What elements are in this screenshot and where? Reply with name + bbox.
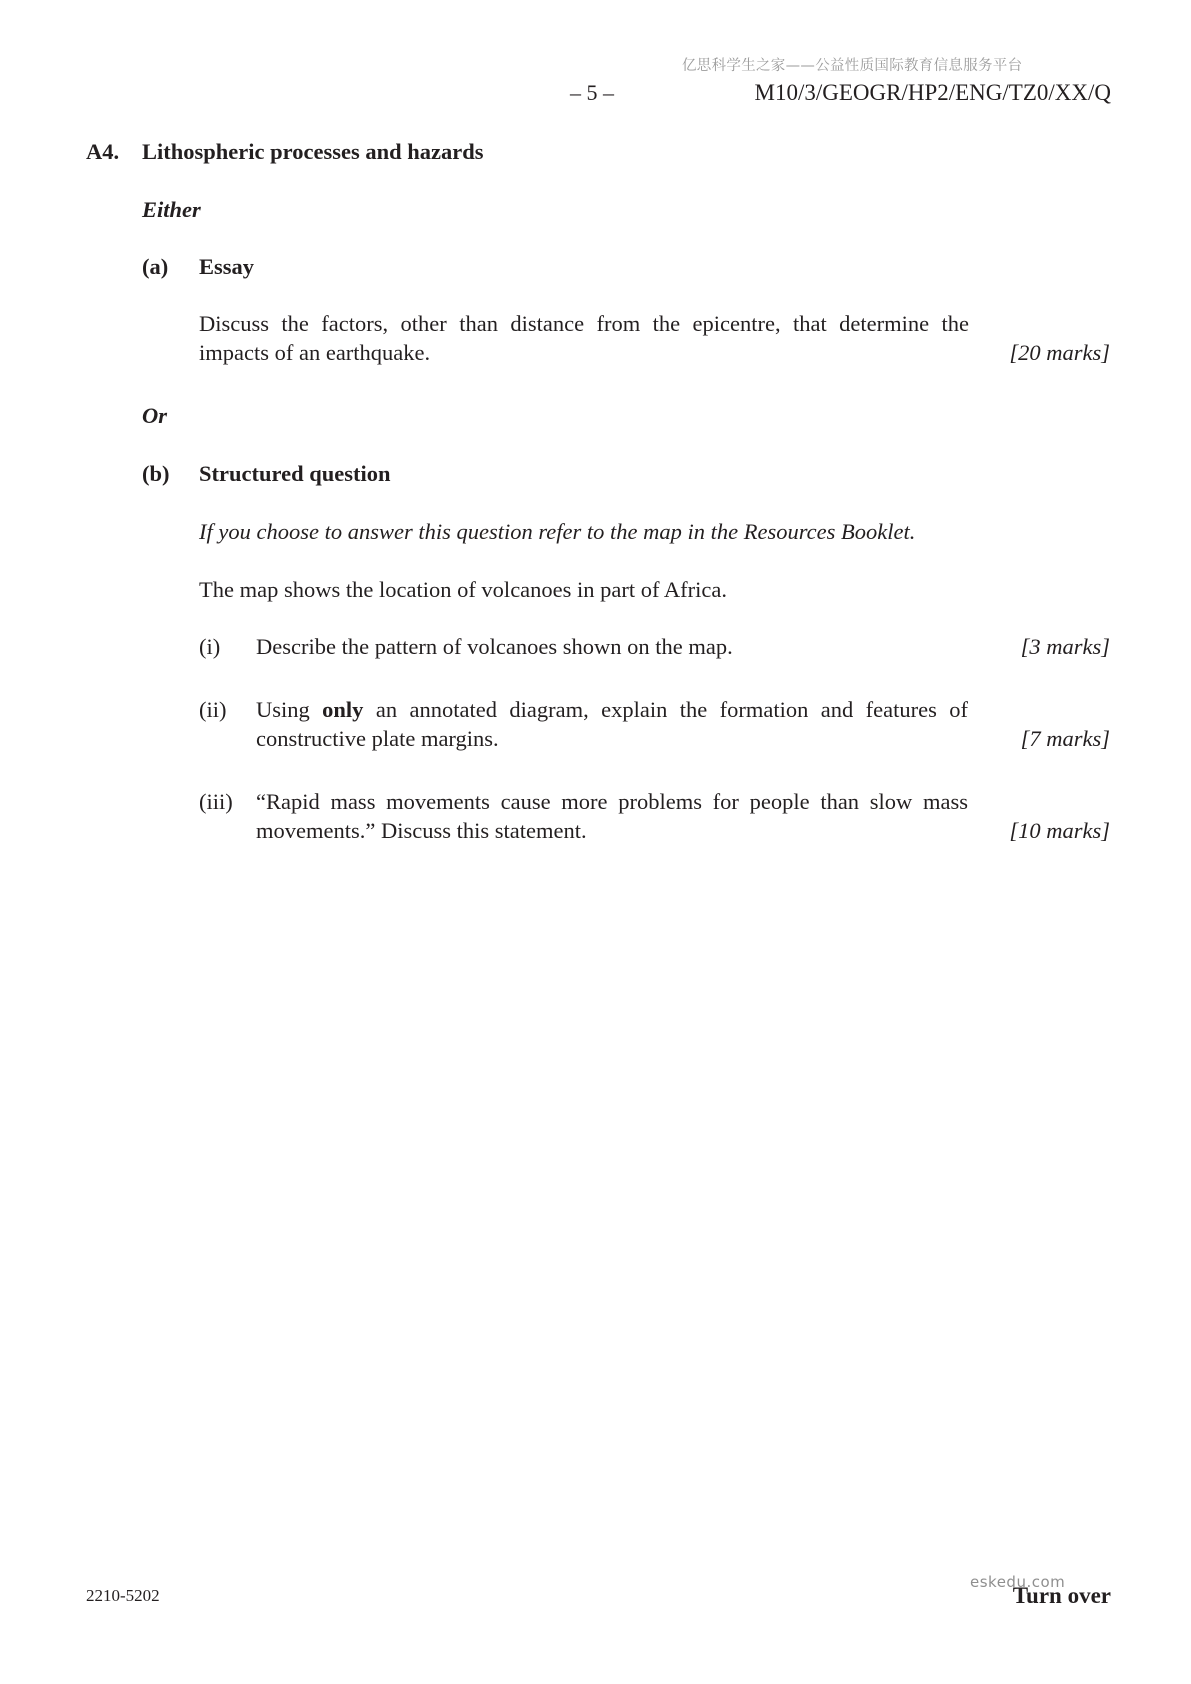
question-number: A4. (86, 139, 120, 164)
sub-question-ii-text-end: an annotated diagram, explain the formation and features of constructive plate margins. (256, 697, 968, 751)
paper-code: M10/3/GEOGR/HP2/ENG/TZ0/XX/Q (754, 80, 1111, 105)
part-b-title: Structured question (199, 461, 391, 486)
question-title: Lithospheric processes and hazards (142, 139, 484, 164)
part-a-marks: [20 marks] (1009, 340, 1110, 365)
sub-question-i-label: (i) (199, 634, 221, 659)
turn-over-label: Turn over (1012, 1583, 1111, 1608)
sub-question-ii-text (256, 695, 968, 753)
sub-question-iii-label: (iii) (199, 789, 233, 814)
sub-question-iii-marks: [10 marks] (1009, 818, 1110, 843)
sub-question-ii-emphasis: only (322, 697, 364, 722)
watermark-top: 亿思科学生之家——公益性质国际教育信息服务平台 (682, 58, 1023, 74)
part-b-stem: The map shows the location of volcanoes in part of Africa. (199, 577, 727, 602)
sub-question-i-text: Describe the pattern of volcanoes shown on the map. (256, 634, 733, 659)
part-a-text: Discuss the factors, other than distance from the epicentre, that determine the impacts of an earthquake. (199, 311, 969, 365)
part-b-label: (b) (142, 461, 170, 486)
page-number: – 5 – (570, 80, 614, 105)
sub-question-ii-label: (ii) (199, 697, 227, 722)
sub-question-ii-text-start: Using (256, 697, 323, 722)
sub-question-iii-text: “Rapid mass movements cause more problems for people than slow mass movements.” Discuss this statement. (256, 789, 968, 843)
either-label: Either (142, 197, 201, 222)
part-a-title: Essay (199, 254, 255, 279)
sub-question-ii-marks: [7 marks] (1020, 726, 1110, 751)
watermark-bottom: eskedu.com (970, 1573, 1066, 1591)
or-label: Or (142, 403, 168, 428)
sub-question-i-marks: [3 marks] (1020, 634, 1110, 659)
footer-code: 2210-5202 (86, 1586, 160, 1605)
part-a-label: (a) (142, 254, 169, 279)
part-b-instruction: If you choose to answer this question refer to the map in the Resources Booklet. (199, 519, 916, 544)
